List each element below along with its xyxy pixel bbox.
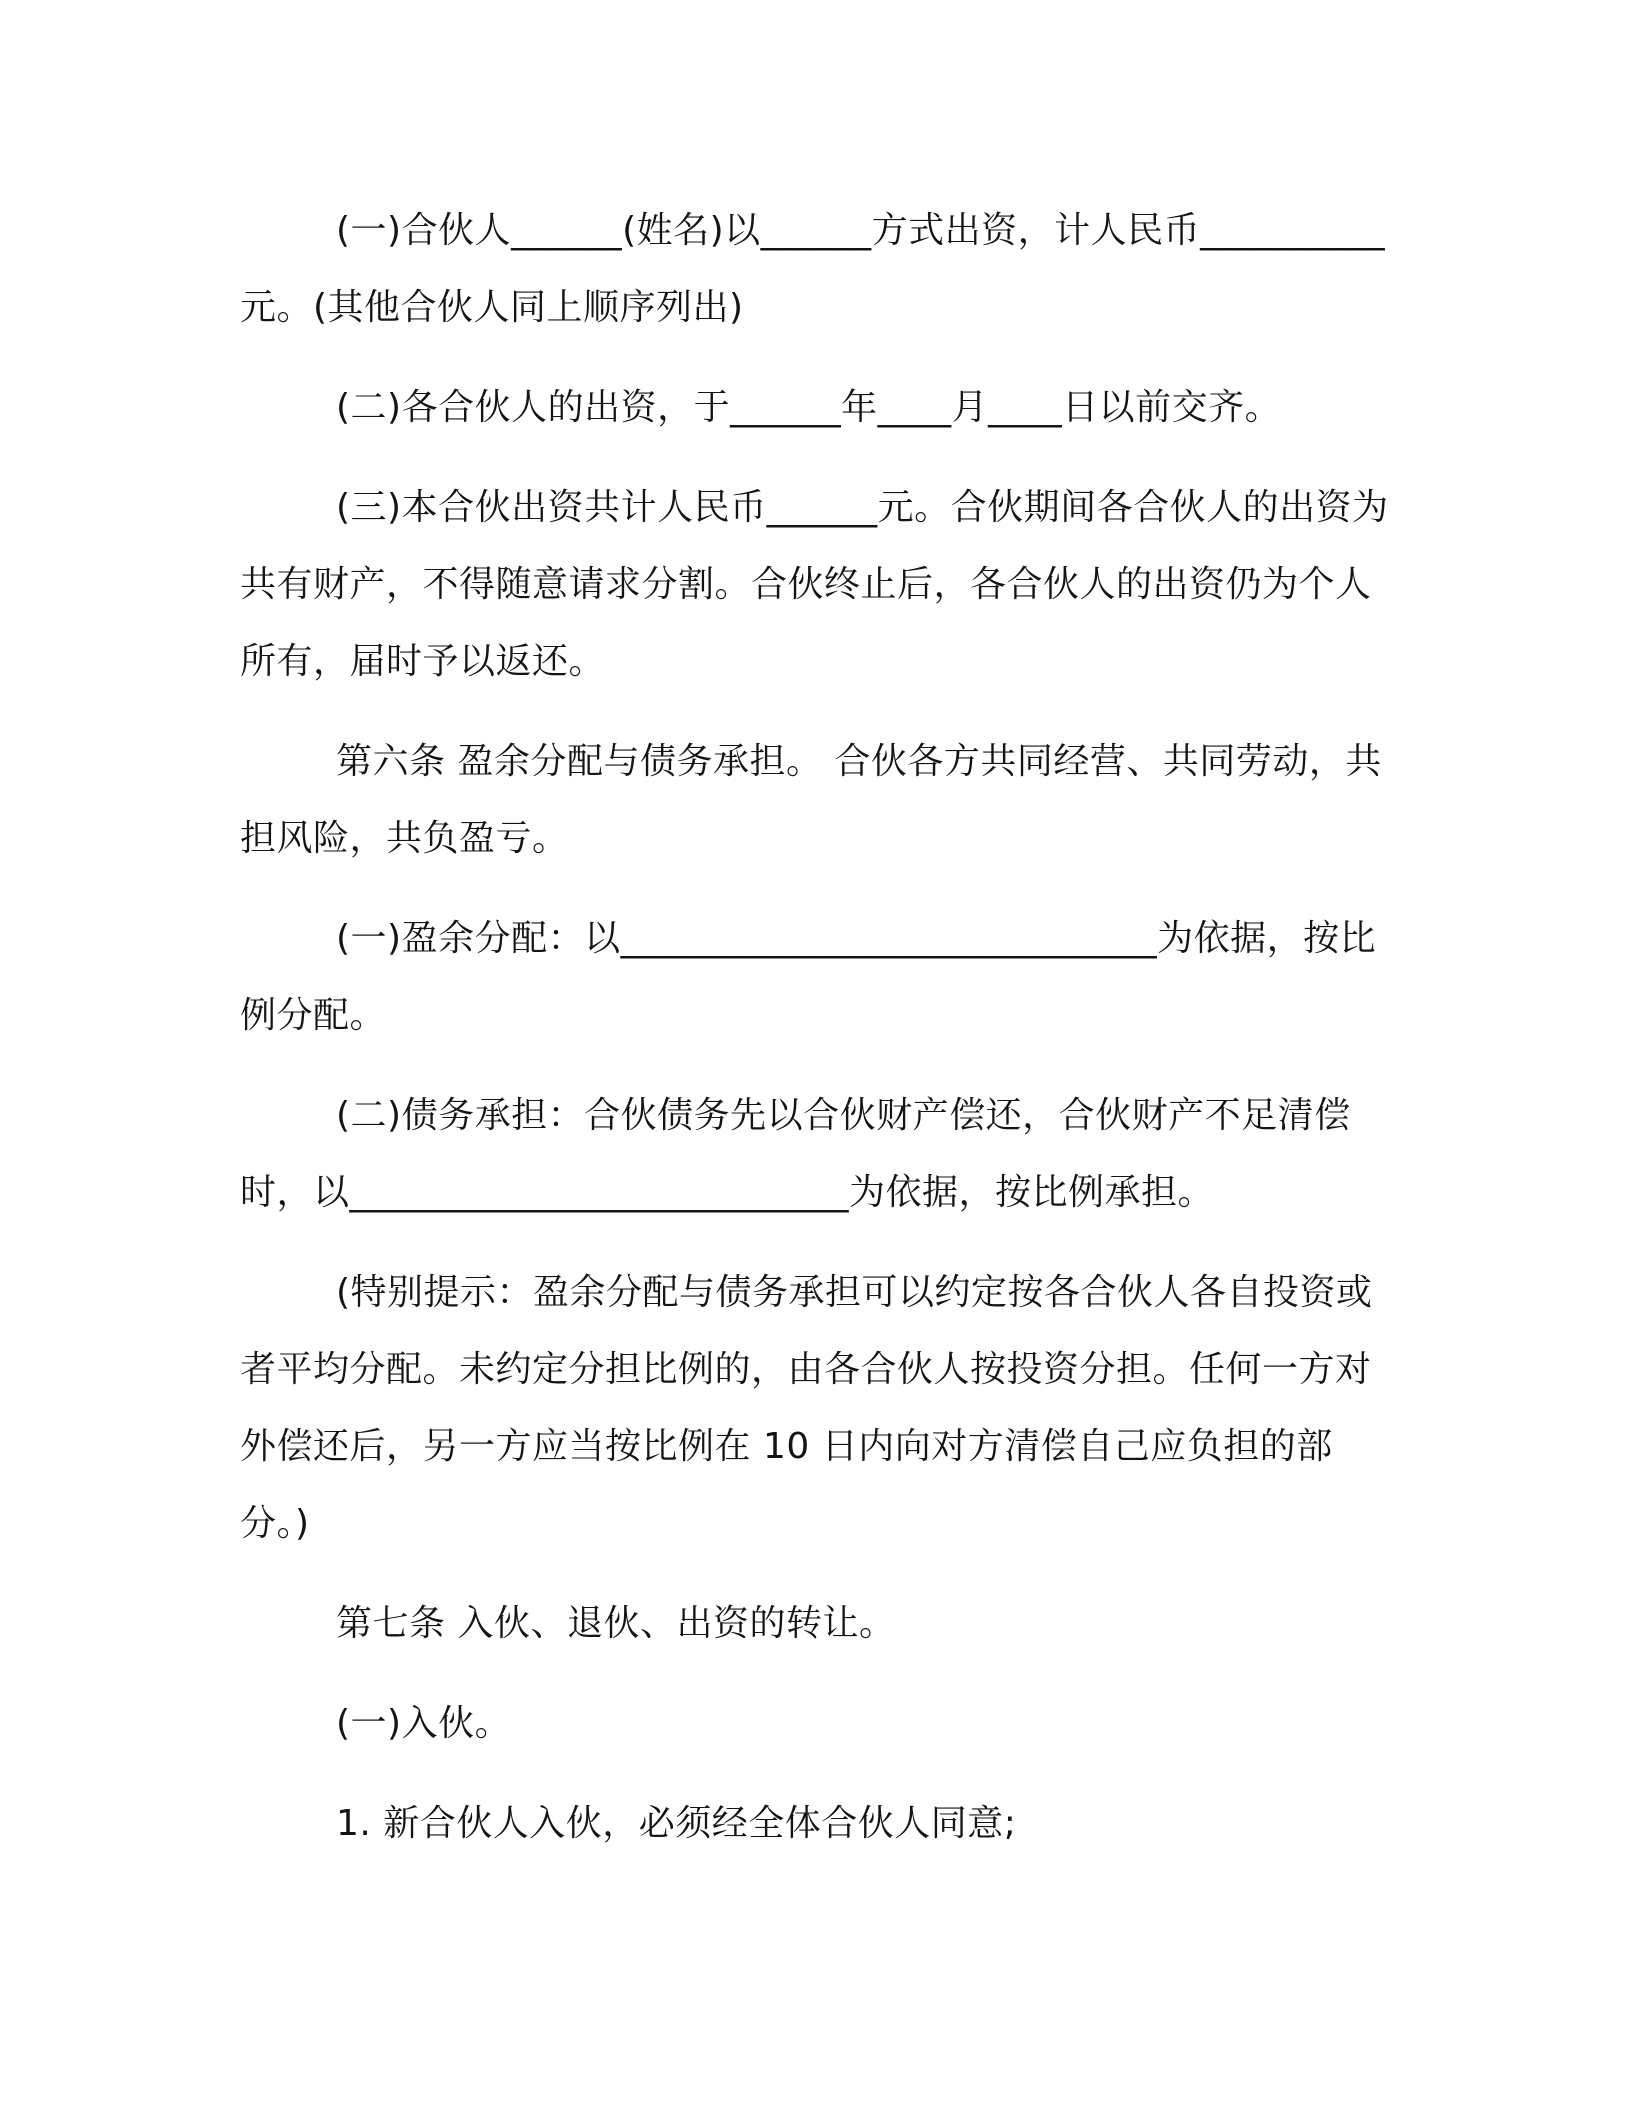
paragraph-debt-bearing: (二)债务承担：合伙债务先以合伙财产偿还，合伙财产不足清偿时，以___________________________为依据，按比例承担。	[240, 1095, 1351, 1213]
paragraph-admission-heading: (一)入伙。	[336, 1703, 512, 1744]
article-7-heading: 第七条 入伙、退伙、出资的转让。	[336, 1603, 896, 1644]
paragraph-capital-contribution-3: (三)本合伙出资共计人民币______元。合伙期间各合伙人的出资为共有财产，不得随意请求分割。合伙终止后，各合伙人的出资仍为个人所有，届时予以返还。	[240, 487, 1389, 682]
paragraph-special-note: (特别提示：盈余分配与债务承担可以约定按各合伙人各自投资或者平均分配。未约定分担比例的，由各合伙人按投资分担。任何一方对外偿还后，另一方应当按比例在 10 日内向对方清偿自己应负担的部分。)	[240, 1272, 1373, 1544]
paragraph-admission-item-1: 1. 新合伙人入伙，必须经全体合伙人同意;	[336, 1803, 1017, 1844]
article-6-heading: 第六条 盈余分配与债务承担。 合伙各方共同经营、共同劳动，共担风险，共负盈亏。	[240, 741, 1382, 859]
paragraph-capital-contribution-1: (一)合伙人______(姓名)以______方式出资，计人民币__________元。(其他合伙人同上顺序列出)	[240, 210, 1386, 328]
paragraph-profit-distribution: (一)盈余分配：以_____________________________为依据，按比例分配。	[240, 918, 1377, 1036]
document-page	[240, 192, 1390, 1885]
paragraph-capital-contribution-2: (二)各合伙人的出资，于______年____月____日以前交齐。	[336, 387, 1282, 428]
